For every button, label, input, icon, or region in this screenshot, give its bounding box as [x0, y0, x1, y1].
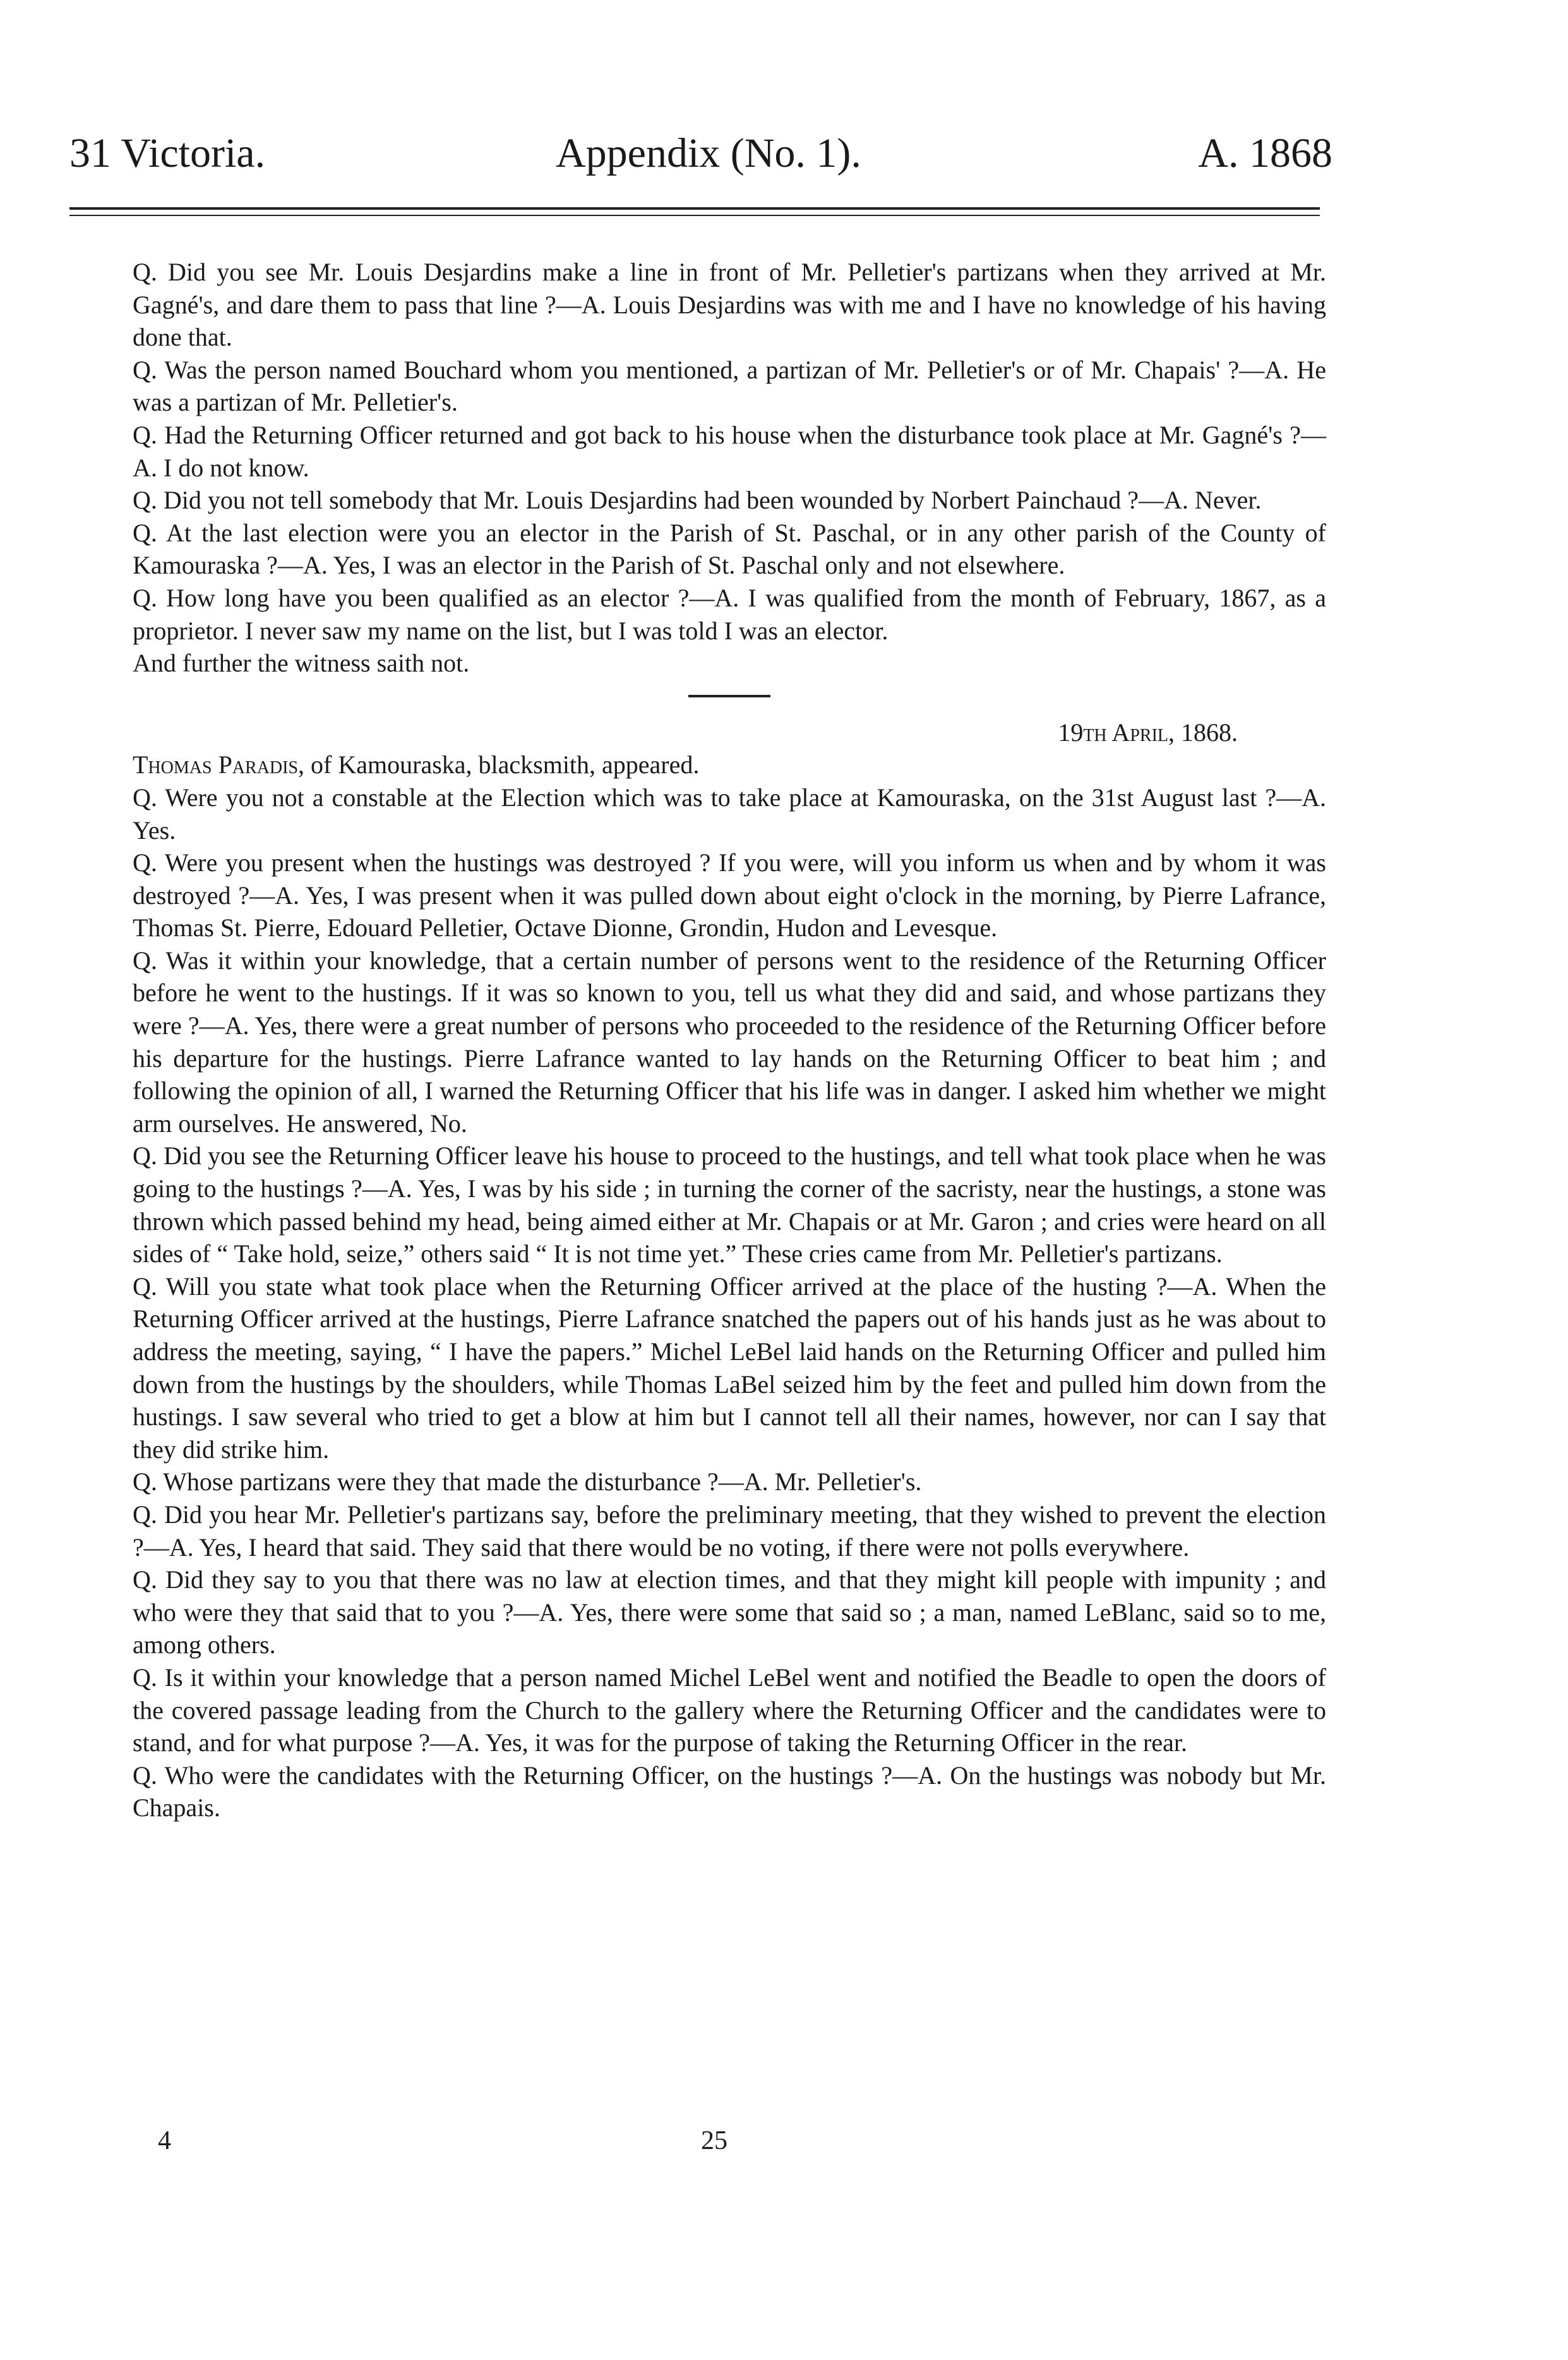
testimony-paragraph: Q. Did you hear Mr. Pelletier's partizans say, before the preliminary meeting, that they wished to prevent the election ?—A. Yes, I heard that said. They said that there would be no voting, if there were not polls everywhere.: [133, 1500, 1326, 1562]
header-year: A. 1868: [1198, 130, 1332, 176]
testimony-paragraph: Q. Who were the candidates with the Returning Officer, on the hustings ?—A. On the hustings was nobody but Mr. Chapais.: [133, 1761, 1326, 1822]
testimony-paragraph: Q. Is it within your knowledge that a person named Michel LeBel went and notified the Beadle to open the doors of the covered passage leading from the Church to the gallery where the Returning Officer and the candidates were to stand, and for what purpose ?—A. Yes, it was for the purpose of taking the Returning Officer in the rear.: [133, 1663, 1326, 1757]
page-footer: [133, 2126, 1326, 2164]
testimony-paragraph: Q. Was the person named Bouchard whom you mentioned, a partizan of Mr. Pelletier's or of Mr. Chapais' ?—A. He was a partizan of Mr. Pelletier's.: [133, 355, 1326, 417]
section-separator: [688, 695, 770, 697]
testimony-paragraph: Q. Did you see Mr. Louis Desjardins make a line in front of Mr. Pelletier's partizans when they arrived at Mr. Gagné's, and dare them to pass that line ?—A. Louis Desjardins was with me and I have no knowledge of his having done that.: [133, 258, 1326, 352]
page-number: 25: [701, 2126, 727, 2155]
testimony-paragraph: Q. At the last election were you an elector in the Parish of St. Paschal, or in any other parish of the County of Kamouraska ?—A. Yes, I was an elector in the Parish of St. Paschal only and not elsewhere.: [133, 518, 1326, 580]
session-date: 19th April, 1868.: [1058, 718, 1238, 747]
signature-mark: 4: [158, 2126, 171, 2155]
testimony-paragraph: Q. Did they say to you that there was no law at election times, and that they might kill people with impunity ; and who were they that said that to you ?—A. Yes, there were some that said so ; a man, named LeBlanc, said so to me, among others.: [133, 1565, 1326, 1659]
testimony-paragraph: Q. Was it within your knowledge, that a certain number of persons went to the residence of the Returning Officer before he went to the hustings. If it was so known to you, tell us what they did and said, and whose partizans they were ?—A. Yes, there were a great number of persons who proceeded to the residence of the Returning Officer before his departure for the hustings. Pierre Lafrance wanted to lay hands on the Returning Officer to beat him ; and following the opinion of all, I warned the Returning Officer that his life was in danger. I asked him whether we might arm ourselves. He answered, No.: [133, 946, 1326, 1138]
testimony-paragraph: Q. Were you present when the hustings was destroyed ? If you were, will you inform us when and by whom it was destroyed ?—A. Yes, I was present when it was pulled down about eight o'clock in the morning, by Pierre Lafrance, Thomas St. Pierre, Edouard Pelletier, Octave Dionne, Grondin, Hudon and Levesque.: [133, 848, 1326, 942]
witness-intro: [133, 749, 1326, 781]
testimony-paragraph: Q. Were you not a constable at the Election which was to take place at Kamouraska, on the 31st August last ?—A. Yes.: [133, 783, 1326, 845]
testimony-paragraph: Q. Had the Returning Officer returned and got back to his house when the disturbance took place at Mr. Gagné's ?—A. I do not know.: [133, 420, 1326, 482]
running-header: [69, 129, 1332, 199]
testimony-body: [133, 256, 1326, 1824]
header-rule-thick: [69, 207, 1320, 210]
witness-description: , of Kamouraska, blacksmith, appeared.: [298, 750, 700, 780]
header-volume: 31 Victoria.: [69, 130, 266, 176]
header-rule-thin: [69, 215, 1320, 216]
witness-name: Thomas Paradis: [133, 750, 299, 780]
testimony-paragraph: Q. How long have you been qualified as an elector ?—A. I was qualified from the month of February, 1867, as a proprietor. I never saw my name on the list, but I was told I was an elector.: [133, 583, 1326, 645]
testimony-paragraph: Q. Did you not tell somebody that Mr. Louis Desjardins had been wounded by Norbert Painchaud ?—A. Never.: [133, 486, 1262, 515]
header-appendix: Appendix (No. 1).: [556, 130, 861, 176]
testimony-paragraph: Q. Did you see the Returning Officer leave his house to proceed to the hustings, and tell what took place when he was going to the hustings ?—A. Yes, I was by his side ; in turning the corner of the sacristy, near the hustings, a stone was thrown which passed behind my head, being aimed either at Mr. Chapais or at Mr. Garon ; and cries were heard on all sides of “ Take hold, seize,” others said “ It is not time yet.” These cries came from Mr. Pelletier's partizans.: [133, 1141, 1326, 1268]
testimony-paragraph: Q. Whose partizans were they that made the disturbance ?—A. Mr. Pelletier's.: [133, 1467, 922, 1496]
closing-line: And further the witness saith not.: [133, 649, 470, 678]
testimony-paragraph: Q. Will you state what took place when the Returning Officer arrived at the place of the husting ?—A. When the Returning Officer arrived at the hustings, Pierre Lafrance snatched the papers out of his hands just as he was about to address the meeting, saying, “ I have the papers.” Michel LeBel laid hands on the Returning Officer and pulled him down from the hustings by the shoulders, while Thomas LaBel seized him by the feet and pulled him down from the hustings. I saw several who tried to get a blow at him but I cannot tell all their names, however, nor can I say that they did strike him.: [133, 1272, 1326, 1464]
